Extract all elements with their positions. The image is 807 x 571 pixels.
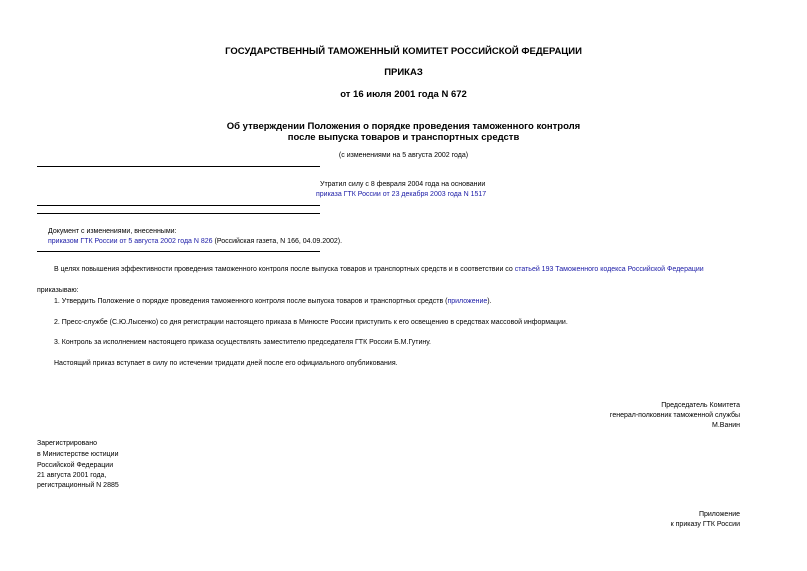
amendments-link[interactable]: приказом ГТК России от 5 августа 2002 года N 826	[48, 238, 213, 245]
signature-title: Председатель Комитета	[661, 402, 740, 409]
status-text: Утратил силу с 8 февраля 2004 года на основании	[320, 181, 486, 188]
preamble	[54, 265, 704, 274]
preamble-link[interactable]: статьей 193 Таможенного кодекса Российской Федерации	[514, 266, 704, 273]
item-1-text: 1. Утвердить Положение о порядке проведения таможенного контроля после выпуска товаров и транспортных средств (	[54, 298, 448, 305]
registration-line1: Зарегистрировано	[37, 440, 97, 447]
order-word: приказываю:	[37, 287, 79, 294]
document-title-line1: Об утверждении Положения о порядке проведения таможенного контроля	[226, 121, 581, 132]
changes-note: (с изменениями на 5 августа 2002 года)	[338, 152, 469, 159]
preamble-text: В целях повышения эффективности проведения таможенного контроля после выпуска товаров и транспортных средств и в соответствии со	[54, 266, 515, 273]
effective-date-note: Настоящий приказ вступает в силу по истечении тридцати дней после его официального опубликования.	[54, 360, 398, 367]
divider-1	[37, 166, 320, 167]
divider-2	[37, 205, 320, 206]
committee-name: ГОСУДАРСТВЕННЫЙ ТАМОЖЕННЫЙ КОМИТЕТ РОССИЙСКОЙ ФЕДЕРАЦИИ	[225, 46, 582, 57]
amendments-source: (Российская газета, N 166, 04.09.2002).	[212, 238, 343, 245]
registration-line5: регистрационный N 2885	[37, 482, 119, 489]
registration-line2: в Министерстве юстиции	[37, 451, 119, 458]
amendments-line	[48, 237, 342, 246]
divider-4	[37, 251, 320, 252]
status-link[interactable]: приказа ГТК России от 23 декабря 2003 года N 1517	[316, 191, 487, 198]
item-1-end: ).	[487, 298, 492, 305]
amendments-intro: Документ с изменениями, внесенными:	[48, 228, 177, 235]
item-3: 3. Контроль за исполнением настоящего приказа осуществлять заместителю председателя ГТК России Б.М.Гутину.	[54, 339, 431, 346]
item-2: 2. Пресс-службе (С.Ю.Лысенко) со дня регистрации настоящего приказа в Минюсте России приступить к его освещению в средствах массовой информации.	[54, 319, 568, 326]
appendix-reference: к приказу ГТК России	[670, 521, 740, 528]
signature-rank: генерал-полковник таможенной службы	[609, 412, 740, 419]
document-date-number: от 16 июля 2001 года N 672	[340, 89, 467, 100]
document-type: ПРИКАЗ	[384, 67, 423, 78]
item-1	[54, 297, 492, 306]
registration-line4: 21 августа 2001 года,	[37, 472, 107, 479]
appendix-title: Приложение	[698, 511, 740, 518]
item-1-link[interactable]: приложение	[447, 298, 488, 305]
registration-line3: Российской Федерации	[37, 462, 114, 469]
signature-name: М.Ванин	[712, 422, 740, 429]
document-title-line2: после выпуска товаров и транспортных средств	[287, 132, 520, 143]
divider-3	[37, 213, 320, 214]
